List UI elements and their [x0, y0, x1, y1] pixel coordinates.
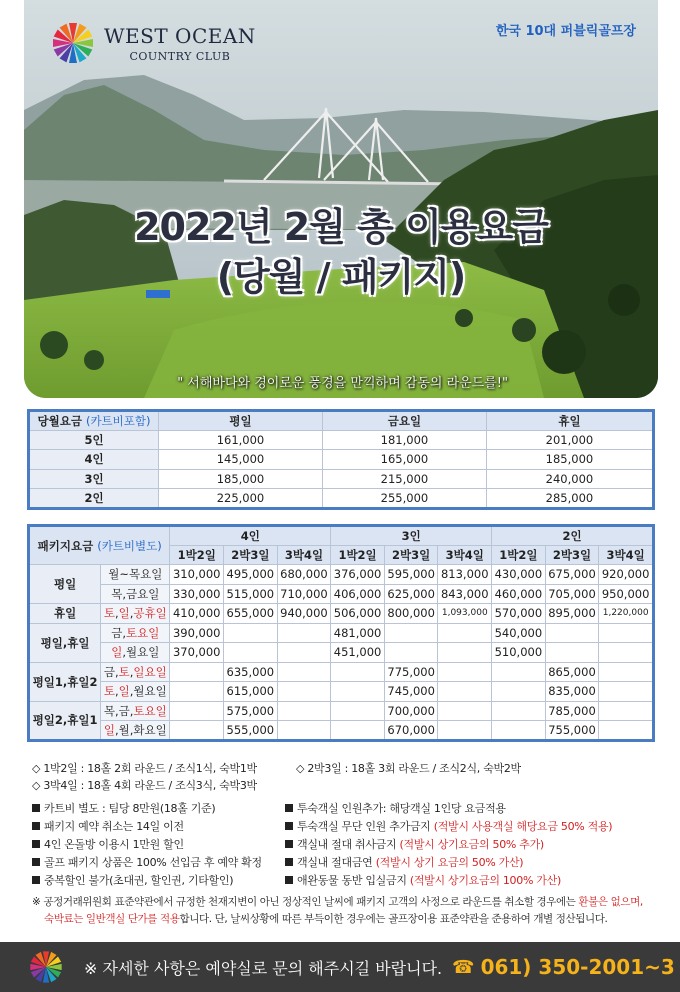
price-cell: 370,000	[170, 643, 224, 663]
day-token: 공휴일	[133, 606, 167, 621]
rule-item	[32, 854, 262, 870]
price-cell: 575,000	[224, 701, 278, 721]
rule-text: 투숙객실 인원추가: 해당객실 1인당 요금적용	[297, 802, 506, 815]
row-label: 3인	[29, 469, 159, 489]
row-group-label: 평일,휴일	[29, 623, 101, 662]
rule-text: 애완동물 동반 입실금지	[297, 874, 410, 887]
price-cell	[277, 701, 331, 721]
footer-bar	[0, 942, 680, 992]
price-cell: 181,000	[322, 430, 486, 450]
price-cell	[170, 701, 224, 721]
price-cell: 785,000	[545, 701, 599, 721]
price-cell: 406,000	[331, 584, 385, 604]
price-cell	[545, 623, 599, 643]
table-row	[29, 469, 654, 489]
price-cell: 615,000	[224, 682, 278, 702]
row-group-label: 휴일	[29, 604, 101, 624]
rule-item	[285, 872, 561, 888]
bullet-square-icon	[285, 876, 293, 884]
price-cell	[599, 682, 654, 702]
row-label: 4인	[29, 450, 159, 470]
price-cell: 755,000	[545, 721, 599, 741]
cancellation-notice	[32, 894, 656, 928]
price-cell: 451,000	[331, 643, 385, 663]
phone-icon: ☎	[452, 956, 475, 978]
price-cell: 1,220,000	[599, 604, 654, 624]
brand-name: WEST OCEAN	[104, 23, 256, 48]
price-cell: 410,000	[170, 604, 224, 624]
price-cell	[599, 701, 654, 721]
day-token: 금	[118, 703, 130, 718]
price-cell	[277, 662, 331, 682]
table-row	[29, 604, 654, 624]
rule-text: 카트비 별도 : 팀당 8만원(18홀 기준)	[44, 802, 216, 815]
brand-sub: COUNTRY CLUB	[129, 49, 231, 63]
column-header: 평일	[159, 411, 323, 431]
subcolumn-header: 2박3일	[384, 545, 438, 565]
package-price-table	[27, 524, 655, 742]
price-cell	[438, 643, 492, 663]
subcolumn-header: 3박4일	[277, 545, 331, 565]
day-label: 목,금요일	[101, 584, 170, 604]
price-cell: 506,000	[331, 604, 385, 624]
bullet-square-icon	[285, 822, 293, 830]
price-cell: 835,000	[545, 682, 599, 702]
table-row	[29, 643, 654, 663]
price-cell: 390,000	[170, 623, 224, 643]
price-cell: 670,000	[384, 721, 438, 741]
rule-text: 골프 패키지 상품은 100% 선입금 후 예약 확정	[44, 856, 262, 869]
table-row	[29, 565, 654, 585]
price-cell: 161,000	[159, 430, 323, 450]
rule-text: 투숙객실 무단 인원 추가금지	[297, 820, 434, 833]
price-cell	[277, 682, 331, 702]
price-cell	[599, 623, 654, 643]
price-cell	[438, 721, 492, 741]
day-token: 목	[103, 703, 115, 718]
day-label: 금,토요일	[101, 623, 170, 643]
package-note: ◇ 2박3일 : 18홀 3회 라운드 / 조식2식, 숙박2박	[296, 762, 521, 775]
group-header: 2인	[492, 526, 654, 546]
day-token: 월요일	[126, 645, 160, 660]
rule-penalty: (적발시 사용객실 해당요금 50% 적용)	[433, 820, 613, 833]
day-token: 금	[111, 625, 123, 640]
day-token: 토	[103, 684, 115, 699]
group-header: 3인	[331, 526, 492, 546]
price-cell: 813,000	[438, 565, 492, 585]
day-label: 일,월,화요일	[101, 721, 170, 741]
price-cell	[224, 623, 278, 643]
price-cell: 185,000	[159, 469, 323, 489]
price-cell	[170, 721, 224, 741]
day-token: 일	[111, 645, 123, 660]
price-cell	[170, 662, 224, 682]
column-header: 금요일	[322, 411, 486, 431]
day-label: 토,일,월요일	[101, 682, 170, 702]
table-row	[29, 623, 654, 643]
row-group-label: 평일	[29, 565, 101, 604]
price-cell	[438, 682, 492, 702]
day-token: 화요일	[133, 722, 167, 737]
tagline: 한국 10대 퍼블릭골프장	[495, 24, 636, 39]
subcolumn-header: 1박2일	[492, 545, 546, 565]
price-cell: 330,000	[170, 584, 224, 604]
price-cell: 165,000	[322, 450, 486, 470]
notice-highlight: 환불은 없으며,	[578, 896, 643, 908]
row-label: 2인	[29, 489, 159, 509]
table-header-row	[29, 526, 654, 546]
table-row	[29, 584, 654, 604]
price-cell	[277, 623, 331, 643]
rule-item	[285, 818, 612, 834]
rule-text: 객실내 절대금연	[297, 856, 376, 869]
price-cell	[170, 682, 224, 702]
day-token: 일	[118, 606, 130, 621]
price-cell: 376,000	[331, 565, 385, 585]
day-token: 토요일	[126, 625, 160, 640]
rule-penalty: (적발시 상기요금의 50% 추가)	[399, 838, 544, 851]
price-cell: 950,000	[599, 584, 654, 604]
price-cell: 555,000	[224, 721, 278, 741]
pinwheel-logo-icon	[28, 949, 64, 985]
day-token: 금요일	[126, 586, 160, 601]
price-cell: 680,000	[277, 565, 331, 585]
price-cell	[277, 721, 331, 741]
day-token: 토	[118, 664, 130, 679]
subcolumn-header: 2박3일	[545, 545, 599, 565]
rule-item	[32, 800, 215, 816]
price-cell: 1,093,000	[438, 604, 492, 624]
price-cell: 481,000	[331, 623, 385, 643]
price-cell	[599, 643, 654, 663]
price-cell	[545, 643, 599, 663]
day-token: 토	[103, 606, 115, 621]
price-cell: 675,000	[545, 565, 599, 585]
rule-text: 4인 온돌방 이용시 1만원 할인	[44, 838, 184, 851]
table-row	[29, 682, 654, 702]
price-cell: 655,000	[224, 604, 278, 624]
day-label: 토,일,공휴일	[101, 604, 170, 624]
header-label: 패키지요금	[37, 538, 94, 553]
price-cell	[438, 701, 492, 721]
table-header-cell	[29, 526, 170, 565]
hero-caption: " 서해바다와 경이로운 풍경을 만끽하며 감동의 라운드를!"	[177, 376, 508, 391]
bullet-square-icon	[285, 858, 293, 866]
price-cell: 775,000	[384, 662, 438, 682]
price-cell	[492, 701, 546, 721]
price-cell: 865,000	[545, 662, 599, 682]
bullet-square-icon	[32, 858, 40, 866]
price-cell: 940,000	[277, 604, 331, 624]
day-token: 월~목요일	[108, 567, 163, 582]
header-sub: (카트비포함)	[85, 413, 151, 428]
price-cell: 895,000	[545, 604, 599, 624]
notice-text: 합니다. 단, 날씨상황에 따른 부득이한 경우에는 골프장이용 표준약관을 준용하여 개별 정산됩니다.	[179, 913, 608, 925]
row-label: 5인	[29, 430, 159, 450]
table-row	[29, 430, 654, 450]
price-cell	[224, 643, 278, 663]
pinwheel-logo-icon	[50, 20, 96, 66]
group-header: 4인	[170, 526, 331, 546]
day-label: 목,금,토요일	[101, 701, 170, 721]
row-group-label: 평일1,휴일2	[29, 662, 101, 701]
rule-item	[285, 854, 523, 870]
price-cell	[277, 643, 331, 663]
subcolumn-header: 3박4일	[438, 545, 492, 565]
price-cell	[331, 682, 385, 702]
price-cell: 745,000	[384, 682, 438, 702]
rule-item	[32, 872, 233, 888]
header-label: 당월요금	[37, 413, 82, 428]
bullet-square-icon	[285, 804, 293, 812]
rule-item	[285, 836, 544, 852]
price-cell	[331, 721, 385, 741]
price-cell: 705,000	[545, 584, 599, 604]
price-cell: 215,000	[322, 469, 486, 489]
price-cell	[384, 623, 438, 643]
notice-highlight: 숙박료는 일반객실 단가를 적용	[44, 913, 180, 925]
monthly-price-table	[27, 409, 655, 510]
table-row	[29, 721, 654, 741]
page-title: 2022년 2월 총 이용요금	[134, 205, 548, 249]
rule-penalty: (적발시 상기요금의 100% 가산)	[409, 874, 561, 887]
price-cell: 625,000	[384, 584, 438, 604]
price-cell	[384, 643, 438, 663]
table-header-row	[29, 411, 654, 431]
table-header-cell	[29, 411, 159, 431]
price-cell	[599, 662, 654, 682]
price-cell: 515,000	[224, 584, 278, 604]
price-cell: 570,000	[492, 604, 546, 624]
day-token: 월요일	[133, 684, 167, 699]
rule-penalty: (적발시 상기 요금의 50% 가산)	[375, 856, 524, 869]
package-note: ◇ 1박2일 : 18홀 2회 라운드 / 조식1식, 숙박1박	[32, 762, 257, 775]
notice-text: ※ 공정거래위원회 표준약관에서 규정한 천재지변이 아닌 정상적인 날씨에 패키지 고객의 사정으로 라운드를 취소할 경우에는	[32, 896, 579, 908]
day-token: 목	[111, 586, 123, 601]
table-row	[29, 489, 654, 509]
bullet-square-icon	[32, 822, 40, 830]
phone-number[interactable]: 061) 350-2001~3	[480, 955, 675, 979]
bullet-square-icon	[32, 804, 40, 812]
day-label: 금,토,일요일	[101, 662, 170, 682]
rule-item	[32, 818, 184, 834]
price-cell	[438, 662, 492, 682]
page-subtitle: (당월 / 패키지)	[216, 255, 466, 299]
price-cell	[599, 721, 654, 741]
price-cell: 430,000	[492, 565, 546, 585]
table-row	[29, 662, 654, 682]
price-cell	[492, 662, 546, 682]
price-cell	[331, 701, 385, 721]
day-token: 월	[118, 722, 130, 737]
header-sub: (카트비별도)	[97, 538, 162, 553]
day-token: 일	[118, 684, 130, 699]
price-cell: 285,000	[486, 489, 653, 509]
price-cell: 710,000	[277, 584, 331, 604]
footer-message: ※ 자세한 사항은 예약실로 문의 해주시길 바랍니다.	[84, 958, 443, 978]
price-cell	[438, 623, 492, 643]
day-label: 일,월요일	[101, 643, 170, 663]
brand-logo[interactable]	[50, 20, 256, 66]
price-cell: 240,000	[486, 469, 653, 489]
price-cell: 201,000	[486, 430, 653, 450]
price-cell: 255,000	[322, 489, 486, 509]
rule-item	[32, 836, 184, 852]
price-cell: 635,000	[224, 662, 278, 682]
price-cell: 843,000	[438, 584, 492, 604]
subcolumn-header: 3박4일	[599, 545, 654, 565]
day-token: 금	[103, 664, 115, 679]
rule-item	[285, 800, 506, 816]
table-row	[29, 701, 654, 721]
price-cell: 225,000	[159, 489, 323, 509]
price-cell	[492, 682, 546, 702]
price-cell: 185,000	[486, 450, 653, 470]
price-cell	[331, 662, 385, 682]
day-label	[101, 565, 170, 585]
bullet-square-icon	[32, 840, 40, 848]
column-header: 휴일	[486, 411, 653, 431]
subcolumn-header: 2박3일	[224, 545, 278, 565]
row-group-label: 평일2,휴일1	[29, 701, 101, 740]
price-cell: 495,000	[224, 565, 278, 585]
price-cell: 310,000	[170, 565, 224, 585]
price-cell	[492, 721, 546, 741]
price-cell: 595,000	[384, 565, 438, 585]
price-cell: 800,000	[384, 604, 438, 624]
rule-text: 패키지 예약 취소는 14일 이전	[44, 820, 184, 833]
day-token: 일요일	[133, 664, 167, 679]
price-cell: 540,000	[492, 623, 546, 643]
subcolumn-header: 1박2일	[170, 545, 224, 565]
bullet-square-icon	[285, 840, 293, 848]
price-cell: 920,000	[599, 565, 654, 585]
table-row	[29, 450, 654, 470]
price-cell: 510,000	[492, 643, 546, 663]
day-token: 일	[103, 722, 115, 737]
hero-banner	[24, 0, 658, 398]
subcolumn-header: 1박2일	[331, 545, 385, 565]
price-cell: 145,000	[159, 450, 323, 470]
rule-text: 중복할인 불가(초대권, 할인권, 기타할인)	[44, 874, 234, 887]
bullet-square-icon	[32, 876, 40, 884]
price-cell: 460,000	[492, 584, 546, 604]
package-note: ◇ 3박4일 : 18홀 4회 라운드 / 조식3식, 숙박3박	[32, 779, 257, 792]
price-cell: 700,000	[384, 701, 438, 721]
rule-text: 객실내 절대 취사금지	[297, 838, 400, 851]
day-token: 토요일	[133, 703, 167, 718]
